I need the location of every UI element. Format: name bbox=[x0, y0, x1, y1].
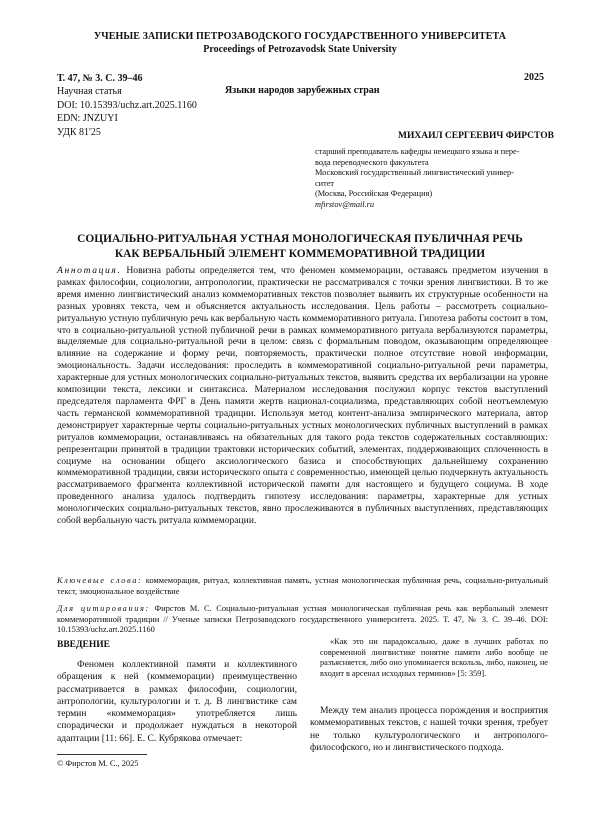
affiliation-line: старший преподаватель кафедры немецкого языка и пере- bbox=[315, 147, 550, 158]
citation bbox=[57, 604, 548, 636]
intro-heading: ВВЕДЕНИЕ bbox=[57, 640, 110, 650]
issue-info: Т. 47, № 3. С. 39–46 bbox=[57, 72, 197, 85]
abstract bbox=[57, 265, 548, 527]
title-line: СОЦИАЛЬНО-РИТУАЛЬНАЯ УСТНАЯ МОНОЛОГИЧЕСКАЯ ПУБЛИЧНАЯ РЕЧЬ bbox=[30, 232, 570, 247]
article-meta bbox=[57, 72, 197, 139]
citation-text: Фирстов М. С. Социально-ритуальная устная монологическая публичная речь как вербальный элемент коммеморативной традиции // Ученые записки Петрозаводского государственного университета. 2025. Т. 47, № 3. С. 39–46. DOI: 10.15393/uchz.art.2025.1160 bbox=[57, 604, 548, 634]
edn: EDN: JNZUYI bbox=[57, 112, 197, 125]
affiliation-line: (Москва, Российская Федерация) bbox=[315, 189, 550, 200]
intro-right-column bbox=[310, 705, 548, 754]
udk: УДК 81'25 bbox=[57, 126, 197, 139]
intro-quote bbox=[320, 637, 548, 679]
keywords bbox=[57, 576, 548, 597]
author-email[interactable]: mfirstov@mail.ru bbox=[315, 200, 550, 211]
doi[interactable]: DOI: 10.15393/uchz.art.2025.1160 bbox=[57, 99, 197, 112]
keywords-label: Ключевые слова: bbox=[57, 576, 142, 585]
intro-paragraph: Феномен коллективной памяти и коллективного обращения к ней (коммеморации) преимущественно рассматривается в рамках философии, социологии, антропологии, культурологии и т. д. В лингвистике сам термин «коммеморация» употребляется лишь спорадически и продолжает нуждаться в некоторой адаптации [11: 66]. Е. С. Кубрякова отмечает: bbox=[57, 659, 297, 745]
article-title bbox=[30, 232, 570, 261]
copyright: © Фирстов М. С., 2025 bbox=[57, 759, 139, 768]
author-name: МИХАИЛ СЕРГЕЕВИЧ ФИРСТОВ bbox=[398, 131, 554, 141]
intro-left-column bbox=[57, 659, 297, 745]
affiliation-line: вода переводческого факультета bbox=[315, 158, 550, 169]
affiliation-line: ситет bbox=[315, 179, 550, 190]
journal-subtitle: Proceedings of Petrozavodsk State University bbox=[0, 44, 600, 55]
abstract-text: Новизна работы определяется тем, что феномен коммеморации, оставаясь предметом изучения в рамках философии, социологии, антропологии, практически не рассматривался с точки зрения лингвистики. В то же время именно лингвистический анализ коммеморативных текстов позволяет выявить их структурные особенности на разных уровнях текста, чем и объясняется актуальность исследования. Цель работы – рассмотреть социально-ритуальную устную публичную речь как вербальную часть коммеморативного ритуала. Гипотеза работы состоит в том, что в социально-ритуальной устной публичной речи в рамках коммеморативного ритуала вербализуются параметры, выделяемые для социально-ритуальной речи в целом: связь с формальным поводом, оказывающим определяющее влияние на содержание и форму речи, повторяемость, практически полное отсутствие новой информации, эмоциональность. Задачи исследования: проследить в коммеморативной социально-ритуальной речи параметры, характерные для устных монологических социально-ритуальных текстов, выявить средства их вербализации на уровне композиции текста, лексики и синтаксиса. Материалом исследования послужил корпус текстов выступлений председателя парламента ФРГ в День памяти жертв национал-социализма, представляющих собой неотъемлемую часть германской коммеморативной традиции. Используя метод контент-анализа эмпирического материала, автор демонстрирует характерные черты социально-ритуальных устных монологических публичных выступлений в рамках ритуалов коммеморации, останавливаясь на обязательных для такого рода текстов содержательных составляющих: репрезентации принятой в традиции трактовки исторических событий, элементах, поддерживающих сплоченность в социуме на основании общего аксиологического базиса и способствующих дальнейшему сохранению коммеморативной традиции, связи исторического опыта с современностью, имеющей целью подчеркнуть актуальность рассматриваемого фрагмента коллективной исторической памяти для настоящего и будущего социума. В ходе проведенного анализа удалось подтвердить гипотезу исследования: параметры, характерные для устных монологических социально-ритуальных текстов, явно прослеживаются в публичных выступлениях, представляющих собой вербальную часть ритуала коммеморации. bbox=[57, 265, 548, 526]
author-affiliation bbox=[315, 147, 550, 211]
abstract-label: Аннотация. bbox=[57, 265, 121, 276]
footer-rule bbox=[57, 754, 147, 755]
keywords-text: коммеморация, ритуал, коллективная память, устная монологическая публичная речь, социально-ритуальный текст, эмоциональное воздействие bbox=[57, 576, 548, 596]
quote-text: «Как это ни парадоксально, даже в лучших работах по современной лингвистике понятие памяти либо вообще не разъясняется, либо оно упоминается вскользь, либо, наконец, не входит в арсенал исходных терминов» [5: 359]. bbox=[320, 637, 548, 679]
title-line: КАК ВЕРБАЛЬНЫЙ ЭЛЕМЕНТ КОММЕМОРАТИВНОЙ ТРАДИЦИИ bbox=[30, 247, 570, 262]
year: 2025 bbox=[524, 72, 544, 83]
affiliation-line: Московский государственный лингвистический универ- bbox=[315, 168, 550, 179]
section-title: Языки народов зарубежных стран bbox=[225, 85, 380, 96]
citation-label: Для цитирования: bbox=[57, 604, 150, 613]
intro-paragraph-right: Между тем анализ процесса порождения и восприятия коммеморативных текстов, с нашей точки зрения, требует не только культурологического и антрополого-философского, но и лингвистического подхода. bbox=[310, 705, 548, 754]
article-type: Научная статья bbox=[57, 85, 197, 98]
journal-title: УЧЕНЫЕ ЗАПИСКИ ПЕТРОЗАВОДСКОГО ГОСУДАРСТВЕННОГО УНИВЕРСИТЕТА bbox=[0, 31, 600, 42]
